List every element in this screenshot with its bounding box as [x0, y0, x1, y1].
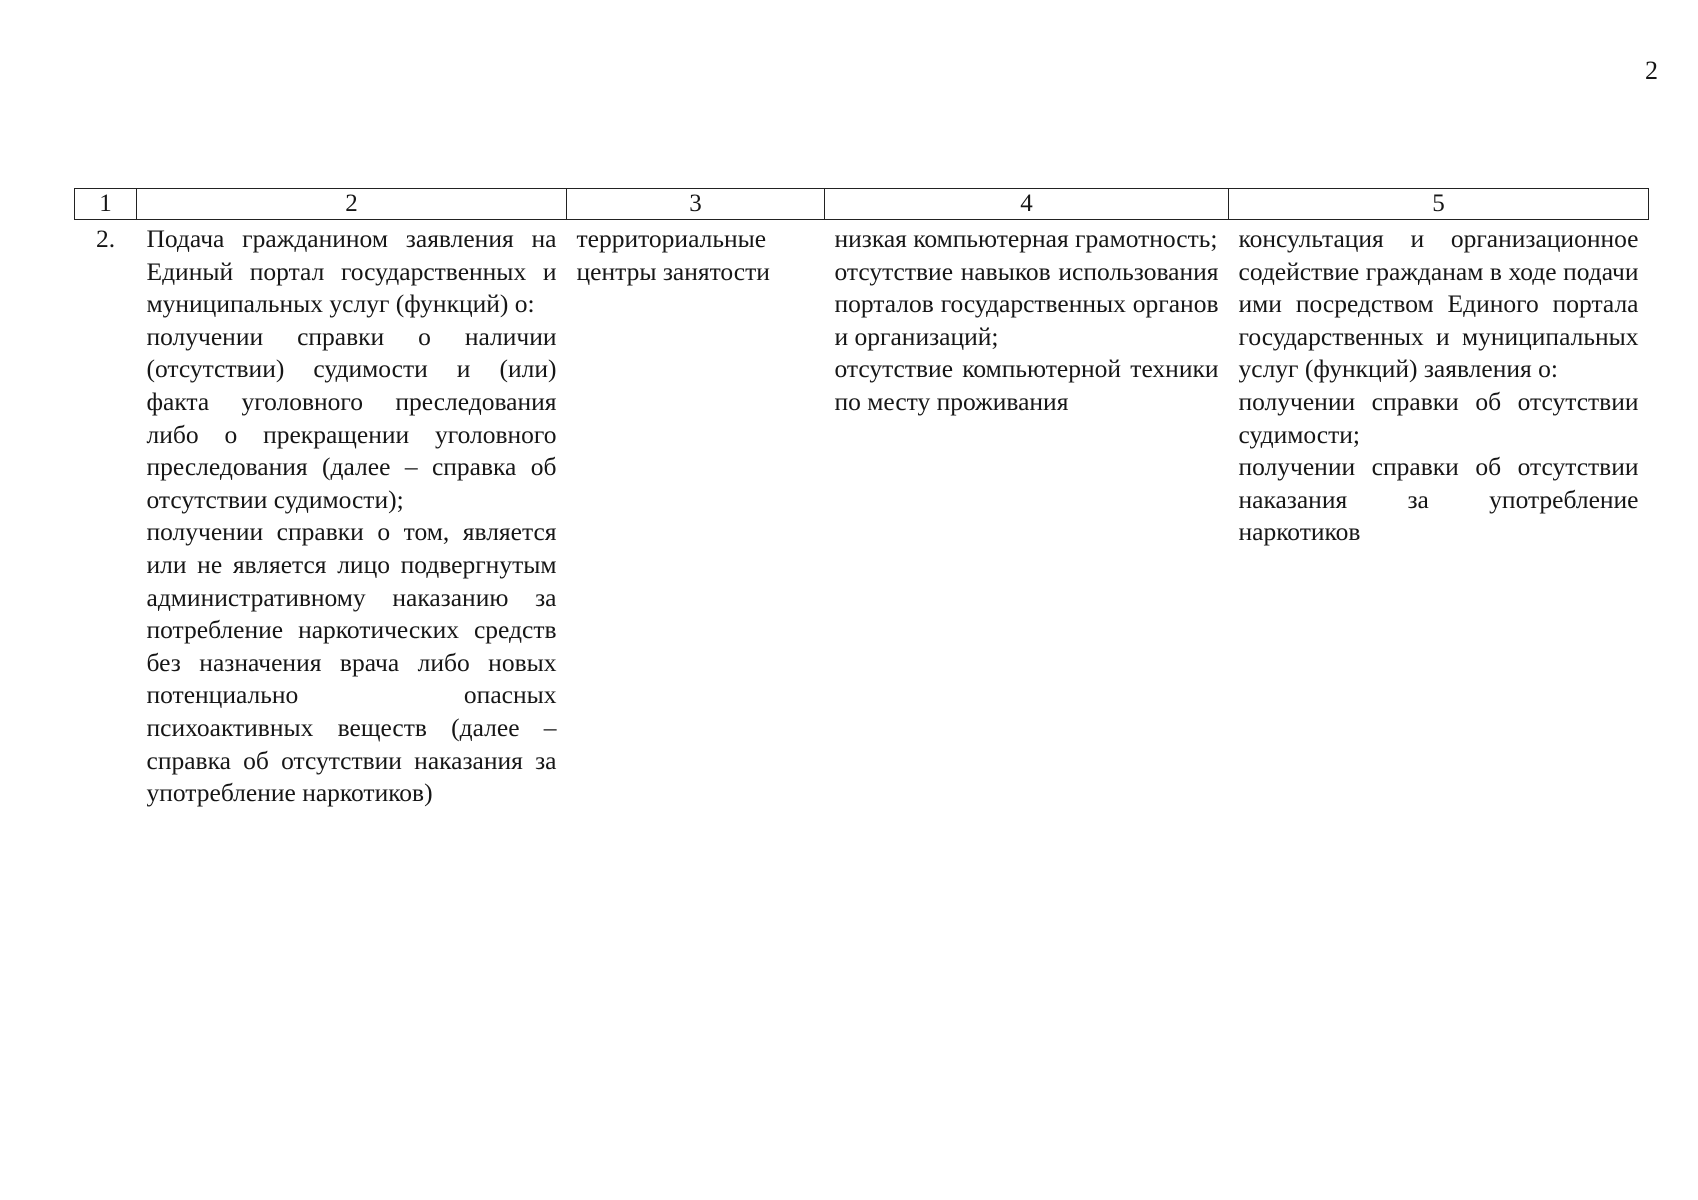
- description-paragraph: получении справки о том, является или не является лицо подвергнутым административному наказанию за потребление наркотических средств без назначения врача либо новых потенциально опасных психоактивных веществ (далее – справка об отсутствии наказания за употребление наркотиков): [146, 517, 557, 808]
- column-number-3: 3: [567, 189, 825, 220]
- problem-paragraph: отсутствие навыков использования порталов государственных органов и организаций;: [834, 256, 1219, 351]
- description-paragraph: Подача гражданином заявления на Единый портал государственных и муниципальных услуг (функций) о:: [146, 224, 557, 319]
- column-numbers-row: [75, 189, 1649, 220]
- row-number: 2.: [95, 224, 116, 253]
- problem-paragraph: низкая компьютерная грамотность;: [834, 224, 1218, 253]
- table-row: [75, 220, 1649, 810]
- problem-paragraph: отсутствие компьютерной техники по месту проживания: [834, 354, 1219, 416]
- page-number: 2: [1645, 56, 1658, 85]
- column-number-1: 1: [75, 189, 137, 220]
- column-number-4: 4: [825, 189, 1229, 220]
- measure-paragraph: получении справки об отсутствии судимости;: [1238, 386, 1639, 449]
- description-paragraph: получении справки о наличии (отсутствии) судимости и (или) факта уголовного преследования либо о прекращении уголовного преследования (далее – справка об отсутствии судимости);: [146, 321, 557, 514]
- column-number-2: 2: [137, 189, 567, 220]
- measure-paragraph: консультация и организационное содействие гражданам в ходе подачи ими посредством Единого портала государственных и муниципальных услуг (функций) заявления о:: [1238, 224, 1639, 384]
- measures-table: [74, 188, 1649, 810]
- cell-measures: [1229, 220, 1649, 810]
- cell-problems: [825, 220, 1229, 810]
- responsible-paragraph: территориальные центры занятости: [576, 224, 770, 286]
- column-number-5: 5: [1229, 189, 1649, 220]
- cell-responsible-body: [567, 220, 825, 810]
- cell-service-description: [137, 220, 567, 810]
- measure-paragraph: получении справки об отсутствии наказания за употребление наркотиков: [1238, 452, 1639, 547]
